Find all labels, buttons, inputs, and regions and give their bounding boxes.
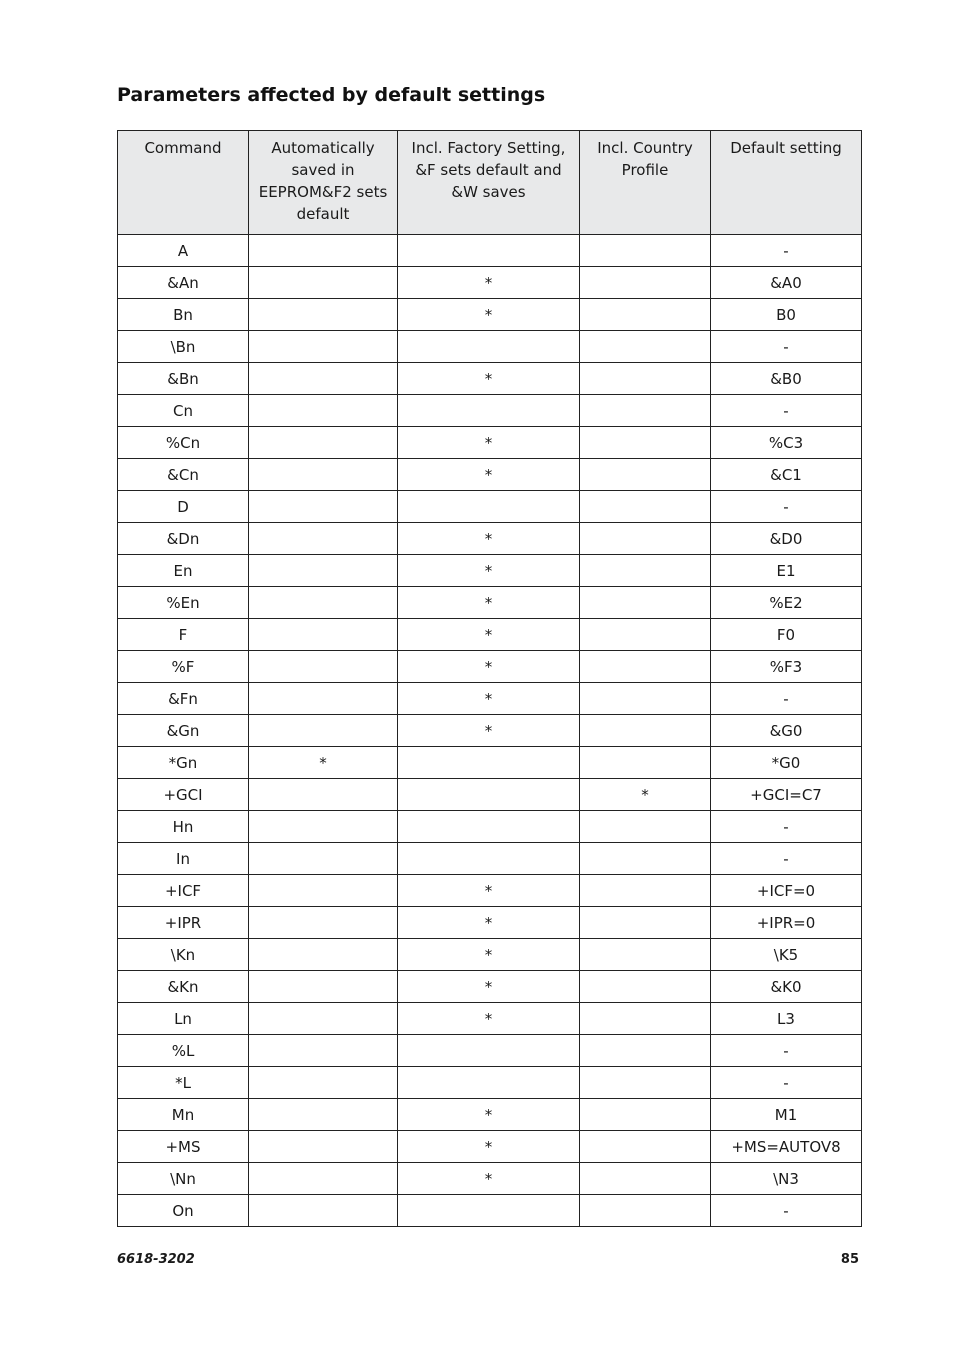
cell-command: &Bn <box>118 363 249 395</box>
cell-default-setting: &K0 <box>711 971 862 1003</box>
table-row <box>118 683 862 715</box>
cell-auto-saved <box>249 1163 398 1195</box>
cell-country-profile <box>580 683 711 715</box>
cell-default-setting: E1 <box>711 555 862 587</box>
cell-country-profile <box>580 811 711 843</box>
cell-default-setting: +GCI=C7 <box>711 779 862 811</box>
cell-factory-setting <box>398 1195 580 1227</box>
table-body <box>118 235 862 1227</box>
cell-auto-saved <box>249 683 398 715</box>
cell-default-setting: *G0 <box>711 747 862 779</box>
cell-default-setting: - <box>711 395 862 427</box>
cell-auto-saved <box>249 395 398 427</box>
cell-default-setting: - <box>711 811 862 843</box>
cell-country-profile <box>580 747 711 779</box>
table-row <box>118 779 862 811</box>
table-row <box>118 491 862 523</box>
cell-country-profile <box>580 267 711 299</box>
cell-default-setting: M1 <box>711 1099 862 1131</box>
table-row <box>118 459 862 491</box>
table-row <box>118 523 862 555</box>
table-row <box>118 1067 862 1099</box>
cell-command: \Kn <box>118 939 249 971</box>
cell-default-setting: - <box>711 683 862 715</box>
cell-factory-setting: * <box>398 651 580 683</box>
table-row <box>118 747 862 779</box>
cell-country-profile <box>580 331 711 363</box>
table-header-row <box>118 131 862 235</box>
cell-command: D <box>118 491 249 523</box>
cell-factory-setting: * <box>398 459 580 491</box>
cell-auto-saved <box>249 587 398 619</box>
cell-country-profile <box>580 1099 711 1131</box>
cell-command: On <box>118 1195 249 1227</box>
cell-factory-setting: * <box>398 715 580 747</box>
cell-command: %Cn <box>118 427 249 459</box>
cell-country-profile <box>580 587 711 619</box>
cell-auto-saved <box>249 299 398 331</box>
cell-command: &An <box>118 267 249 299</box>
cell-auto-saved <box>249 715 398 747</box>
cell-auto-saved <box>249 779 398 811</box>
cell-factory-setting <box>398 331 580 363</box>
cell-auto-saved <box>249 939 398 971</box>
cell-factory-setting: * <box>398 939 580 971</box>
cell-auto-saved <box>249 1067 398 1099</box>
table-row <box>118 619 862 651</box>
table-row <box>118 651 862 683</box>
cell-country-profile <box>580 619 711 651</box>
cell-command: +ICF <box>118 875 249 907</box>
cell-command: &Dn <box>118 523 249 555</box>
cell-auto-saved <box>249 267 398 299</box>
cell-command: %En <box>118 587 249 619</box>
cell-factory-setting <box>398 811 580 843</box>
cell-country-profile <box>580 715 711 747</box>
cell-command: &Kn <box>118 971 249 1003</box>
cell-command: \Bn <box>118 331 249 363</box>
table-row <box>118 1035 862 1067</box>
cell-command: A <box>118 235 249 267</box>
table-row <box>118 1099 862 1131</box>
table-row <box>118 299 862 331</box>
cell-auto-saved <box>249 843 398 875</box>
cell-command: &Cn <box>118 459 249 491</box>
cell-factory-setting <box>398 843 580 875</box>
cell-default-setting: +IPR=0 <box>711 907 862 939</box>
cell-country-profile <box>580 971 711 1003</box>
table-row <box>118 235 862 267</box>
cell-country-profile <box>580 363 711 395</box>
cell-factory-setting <box>398 747 580 779</box>
cell-factory-setting: * <box>398 1099 580 1131</box>
cell-country-profile <box>580 1067 711 1099</box>
table-row <box>118 1163 862 1195</box>
cell-factory-setting: * <box>398 523 580 555</box>
cell-default-setting: F0 <box>711 619 862 651</box>
cell-auto-saved <box>249 427 398 459</box>
cell-country-profile <box>580 939 711 971</box>
cell-command: %F <box>118 651 249 683</box>
table-row <box>118 811 862 843</box>
cell-country-profile <box>580 651 711 683</box>
cell-factory-setting: * <box>398 907 580 939</box>
table-row <box>118 939 862 971</box>
cell-default-setting: - <box>711 235 862 267</box>
cell-default-setting: \N3 <box>711 1163 862 1195</box>
cell-factory-setting: * <box>398 587 580 619</box>
parameters-table <box>117 130 862 1227</box>
table-row <box>118 843 862 875</box>
cell-auto-saved <box>249 971 398 1003</box>
header-factory-setting: Incl. Factory Setting, &F sets default and &W saves <box>398 131 580 235</box>
header-auto-saved: Automatically saved in EEPROM&F2 sets default <box>249 131 398 235</box>
cell-auto-saved <box>249 235 398 267</box>
cell-command: \Nn <box>118 1163 249 1195</box>
cell-country-profile <box>580 427 711 459</box>
table-row <box>118 587 862 619</box>
cell-default-setting: %E2 <box>711 587 862 619</box>
cell-factory-setting: * <box>398 363 580 395</box>
cell-country-profile <box>580 1035 711 1067</box>
cell-factory-setting: * <box>398 427 580 459</box>
cell-factory-setting: * <box>398 267 580 299</box>
cell-country-profile <box>580 843 711 875</box>
cell-country-profile <box>580 907 711 939</box>
table-row <box>118 267 862 299</box>
cell-command: Hn <box>118 811 249 843</box>
page-title: Parameters affected by default settings <box>117 84 546 106</box>
cell-country-profile <box>580 555 711 587</box>
cell-default-setting: &B0 <box>711 363 862 395</box>
cell-default-setting: \K5 <box>711 939 862 971</box>
cell-auto-saved <box>249 459 398 491</box>
cell-default-setting: B0 <box>711 299 862 331</box>
cell-auto-saved <box>249 1195 398 1227</box>
cell-factory-setting: * <box>398 555 580 587</box>
cell-factory-setting: * <box>398 299 580 331</box>
cell-command: Bn <box>118 299 249 331</box>
cell-country-profile <box>580 299 711 331</box>
cell-auto-saved <box>249 1003 398 1035</box>
cell-command: Ln <box>118 1003 249 1035</box>
cell-auto-saved <box>249 651 398 683</box>
cell-command: Cn <box>118 395 249 427</box>
document-number: 6618-3202 <box>117 1252 195 1267</box>
cell-command: %L <box>118 1035 249 1067</box>
cell-country-profile <box>580 523 711 555</box>
header-command: Command <box>118 131 249 235</box>
table-row <box>118 875 862 907</box>
cell-country-profile <box>580 395 711 427</box>
cell-auto-saved <box>249 907 398 939</box>
cell-auto-saved <box>249 523 398 555</box>
cell-factory-setting <box>398 395 580 427</box>
table-row <box>118 427 862 459</box>
cell-command: *L <box>118 1067 249 1099</box>
cell-auto-saved <box>249 875 398 907</box>
cell-command: &Gn <box>118 715 249 747</box>
cell-factory-setting: * <box>398 1131 580 1163</box>
cell-auto-saved <box>249 555 398 587</box>
cell-default-setting: &A0 <box>711 267 862 299</box>
cell-default-setting: &C1 <box>711 459 862 491</box>
table-row <box>118 331 862 363</box>
cell-default-setting: %F3 <box>711 651 862 683</box>
table-row <box>118 1003 862 1035</box>
cell-factory-setting: * <box>398 875 580 907</box>
cell-country-profile: * <box>580 779 711 811</box>
cell-country-profile <box>580 491 711 523</box>
cell-factory-setting: * <box>398 1163 580 1195</box>
cell-factory-setting <box>398 235 580 267</box>
cell-command: +GCI <box>118 779 249 811</box>
cell-country-profile <box>580 1163 711 1195</box>
cell-factory-setting <box>398 779 580 811</box>
cell-default-setting: +ICF=0 <box>711 875 862 907</box>
cell-factory-setting: * <box>398 971 580 1003</box>
cell-default-setting: - <box>711 843 862 875</box>
cell-country-profile <box>580 1003 711 1035</box>
cell-default-setting: - <box>711 331 862 363</box>
cell-command: En <box>118 555 249 587</box>
cell-country-profile <box>580 1195 711 1227</box>
table-row <box>118 363 862 395</box>
cell-auto-saved: * <box>249 747 398 779</box>
cell-country-profile <box>580 875 711 907</box>
cell-factory-setting <box>398 1035 580 1067</box>
cell-auto-saved <box>249 1099 398 1131</box>
table-row <box>118 555 862 587</box>
cell-auto-saved <box>249 363 398 395</box>
table-row <box>118 907 862 939</box>
table-row <box>118 1131 862 1163</box>
cell-auto-saved <box>249 1131 398 1163</box>
table-row <box>118 971 862 1003</box>
cell-default-setting: L3 <box>711 1003 862 1035</box>
cell-factory-setting: * <box>398 619 580 651</box>
cell-command: Mn <box>118 1099 249 1131</box>
cell-command: +IPR <box>118 907 249 939</box>
cell-factory-setting <box>398 491 580 523</box>
cell-command: *Gn <box>118 747 249 779</box>
cell-factory-setting: * <box>398 683 580 715</box>
cell-default-setting: &D0 <box>711 523 862 555</box>
cell-default-setting: - <box>711 1067 862 1099</box>
table-row <box>118 715 862 747</box>
cell-default-setting: &G0 <box>711 715 862 747</box>
cell-country-profile <box>580 235 711 267</box>
cell-default-setting: - <box>711 1035 862 1067</box>
header-default-setting: Default setting <box>711 131 862 235</box>
cell-auto-saved <box>249 491 398 523</box>
cell-auto-saved <box>249 811 398 843</box>
cell-auto-saved <box>249 619 398 651</box>
cell-auto-saved <box>249 1035 398 1067</box>
table-row <box>118 1195 862 1227</box>
cell-factory-setting <box>398 1067 580 1099</box>
cell-factory-setting: * <box>398 1003 580 1035</box>
cell-auto-saved <box>249 331 398 363</box>
cell-default-setting: +MS=AUTOV8 <box>711 1131 862 1163</box>
cell-command: In <box>118 843 249 875</box>
cell-country-profile <box>580 1131 711 1163</box>
header-country-profile: Incl. Country Profile <box>580 131 711 235</box>
cell-command: F <box>118 619 249 651</box>
cell-command: +MS <box>118 1131 249 1163</box>
cell-command: &Fn <box>118 683 249 715</box>
page-number: 85 <box>840 1252 859 1267</box>
table-row <box>118 395 862 427</box>
cell-default-setting: - <box>711 1195 862 1227</box>
cell-default-setting: %C3 <box>711 427 862 459</box>
cell-default-setting: - <box>711 491 862 523</box>
cell-country-profile <box>580 459 711 491</box>
